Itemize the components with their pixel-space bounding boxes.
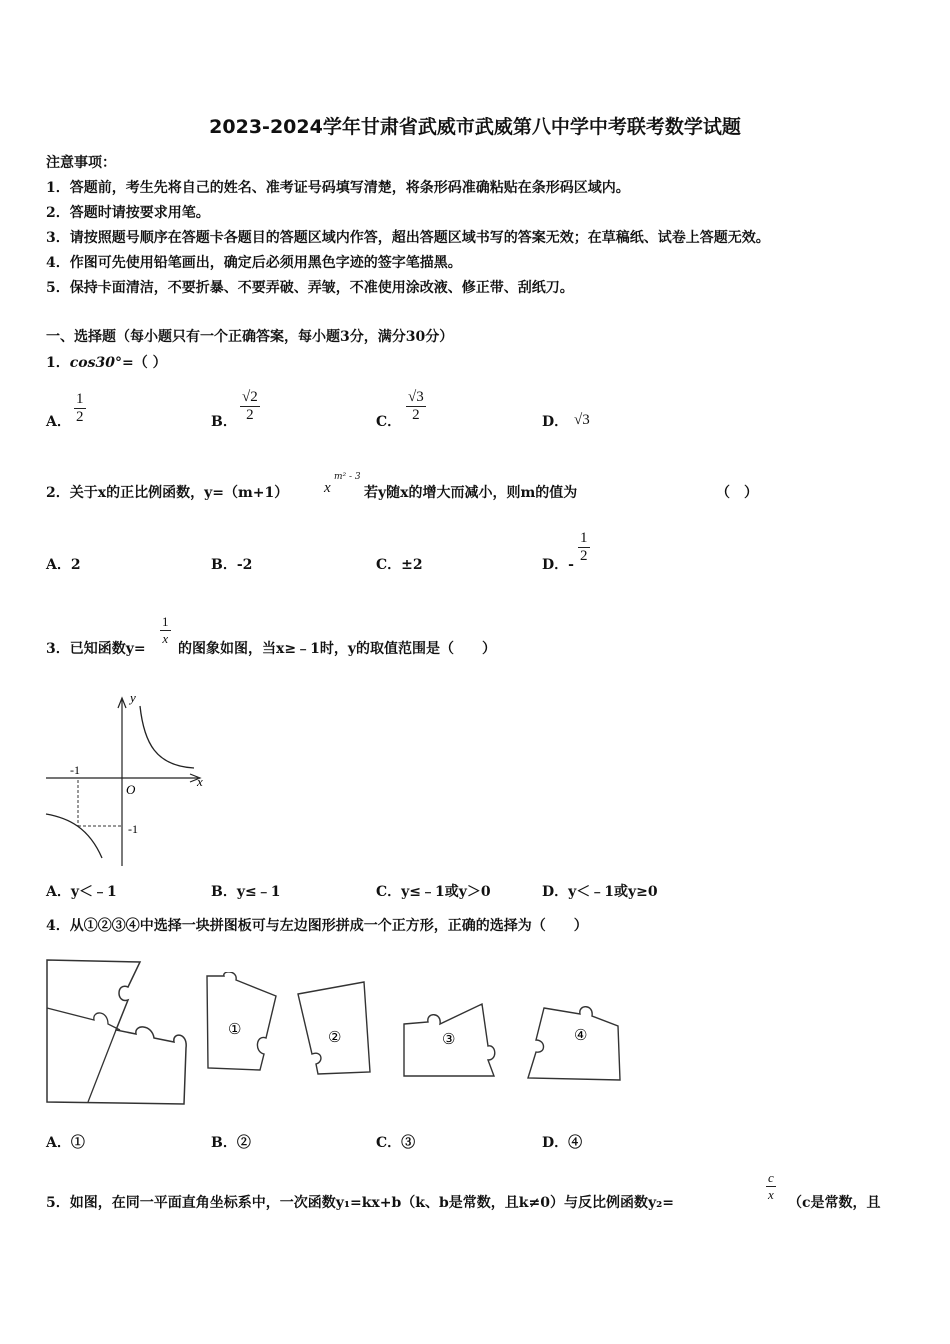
option-d-value: √3	[574, 412, 590, 428]
option-a: A．2	[46, 557, 81, 573]
puzzle-piece-1	[204, 972, 280, 1072]
option-c: C．±2	[376, 557, 423, 573]
question-2-stem-a: 2．关于x的正比例函数，y=（m+1）	[46, 485, 289, 501]
fraction: $\frac{√3}{2}$	[408, 389, 424, 423]
fraction: $\frac{1}{2}$	[76, 391, 84, 425]
svg-text:①: ①	[228, 1022, 242, 1038]
option-d: D．y＜﹣1或y≥0	[542, 884, 658, 900]
question-4-stem: 4．从①②③④中选择一块拼图板可与左边图形拼成一个正方形，正确的选择为（ ）	[46, 918, 588, 934]
notice-item: 5．保持卡面清洁，不要折暴、不要弄破、弄皱，不准使用涂改液、修正带、刮纸刀。	[46, 280, 574, 296]
fraction: $\frac{1}{x}$	[162, 614, 169, 646]
notice-heading: 注意事项：	[46, 155, 116, 171]
answer-paren: （ ）	[716, 485, 758, 501]
notice-item: 3．请按照题号顺序在答题卡各题目的答题区域内作答，超出答题区域书写的答案无效；在草稿纸、试卷上答题无效。	[46, 230, 770, 246]
puzzle-piece-3	[400, 1000, 500, 1078]
option-a: A．	[46, 414, 71, 430]
notice-item: 2．答题时请按要求用笔。	[46, 205, 210, 221]
origin-label: O	[126, 782, 136, 797]
option-d: D．④	[542, 1135, 583, 1151]
notice-item: 4．作图可先使用铅笔画出，确定后必须用黑色字迹的签字笔描黑。	[46, 255, 462, 271]
svg-text:②: ②	[328, 1030, 342, 1046]
option-d: D．	[542, 414, 569, 430]
puzzle-outline	[47, 960, 186, 1104]
svg-text:④: ④	[574, 1028, 588, 1044]
option-a: A．y＜﹣1	[46, 884, 117, 900]
question-2-stem-b: 若y随x的增大而减小，则m的值为	[364, 485, 578, 501]
option-b: B．②	[211, 1135, 251, 1151]
puzzle-piece-4	[524, 1000, 624, 1084]
x-axis-label: x	[197, 774, 203, 789]
curve-third-quadrant	[46, 814, 102, 858]
puzzle-left-figure	[44, 952, 190, 1108]
option-a: A．①	[46, 1135, 85, 1151]
option-c: C．y≤﹣1或y＞0	[376, 884, 491, 900]
option-b: B．-2	[211, 557, 253, 573]
curve-first-quadrant	[140, 706, 194, 768]
question-5-stem-a: 5．如图，在同一平面直角坐标系中，一次函数y₁=kx+b（k、b是常数，且k≠0）与反比例函数y₂=	[46, 1195, 674, 1211]
question-1-stem: 1．cos30°=（ ）	[46, 355, 167, 371]
option-c: C．③	[376, 1135, 416, 1151]
page-title: 2023-2024学年甘肃省武威市武威第八中学中考联考数学试题	[209, 116, 741, 138]
fraction: $\frac{√2}{2}$	[242, 389, 258, 423]
fraction: $\frac{c}{x}$	[768, 1170, 774, 1202]
option-b: B．	[211, 414, 237, 430]
question-5-stem-b: （c是常数，且	[788, 1195, 881, 1211]
question-3-stem-a: 3．已知函数y=	[46, 641, 146, 657]
fraction: $\frac{1}{2}$	[580, 530, 588, 564]
puzzle-piece-2	[294, 980, 374, 1076]
question-3-stem-b: 的图象如图，当x≥﹣1时，y的取值范围是（ ）	[178, 641, 496, 657]
option-c: C．	[376, 414, 402, 430]
power-base: x	[324, 480, 331, 496]
section-heading: 一、选择题（每小题只有一个正确答案，每小题3分，满分30分）	[46, 329, 454, 345]
y-tick-label: -1	[128, 822, 138, 836]
svg-text:③: ③	[442, 1032, 456, 1048]
function-graph	[44, 688, 210, 868]
y-axis-label: y	[130, 690, 136, 705]
notice-item: 1．答题前，考生先将自己的姓名、准考证号码填写清楚，将条形码准确粘贴在条形码区域内。	[46, 180, 630, 196]
power-exponent: m² - 3	[334, 472, 361, 482]
option-d: D．-	[542, 557, 574, 573]
option-b: B．y≤﹣1	[211, 884, 281, 900]
x-tick-label: -1	[70, 763, 80, 777]
